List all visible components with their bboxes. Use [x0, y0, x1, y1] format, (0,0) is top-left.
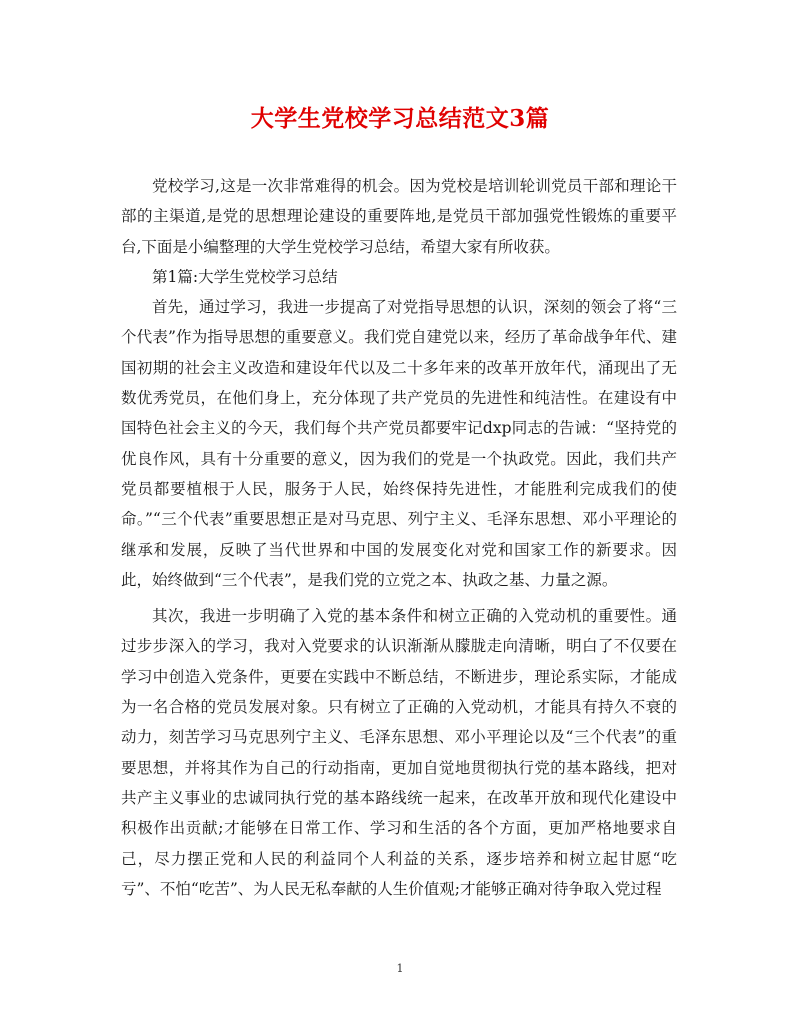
document-body	[121, 171, 677, 904]
document-title: 大学生党校学习总结范文3篇	[250, 105, 550, 132]
intro-paragraph: 党校学习,这是一次非常难得的机会。因为党校是培训轮训党员干部和理论干部的主渠道,是党的思想理论建设的重要阵地,是党员干部加强党性锻炼的重要平台,下面是小编整理的大学生党校学习总结，希望大家有所收获。	[121, 177, 677, 256]
body-paragraph-first: 首先，通过学习，我进一步提高了对党指导思想的认识，深刻的领会了将“三个代表”作为指导思想的重要意义。我们党自建党以来，经历了革命战争年代、建国初期的社会主义改造和建设年代以及二十多年来的改革开放年代，涌现出了无数优秀党员，在他们身上，充分体现了共产党员的先进性和纯洁性。在建设有中国特色社会主义的今天，我们每个共产党员都要牢记dxp同志的告诫：“坚持党的优良作风，具有十分重要的意义，因为我们的党是一个执政党。因此，我们共产党员都要植根于人民，服务于人民，始终保持先进性，才能胜利完成我们的使命。”“三个代表”重要思想正是对马克思、列宁主义、毛泽东思想、邓小平理论的继承和发展，反映了当代世界和中国的发展变化对党和国家工作的新要求。因此，始终做到“三个代表”，是我们党的立党之本、执政之基、力量之源。	[121, 298, 677, 589]
section-heading: 第1篇:大学生党校学习总结	[152, 267, 338, 286]
body-paragraph-second: 其次，我进一步明确了入党的基本条件和树立正确的入党动机的重要性。通过步步深入的学习，我对入党要求的认识渐渐从朦胧走向清晰，明白了不仅要在学习中创造入党条件，更要在实践中不断总结，不断进步，理论系实际，才能成为一名合格的党员发展对象。只有树立了正确的入党动机，才能具有持久不衰的动力，刻苦学习马克思列宁主义、毛泽东思想、邓小平理论以及“三个代表”的重要思想，并将其作为自己的行动指南，更加自觉地贯彻执行党的基本路线，把对共产主义事业的忠诚同执行党的基本路线统一起来，在改革开放和现代化建设中积极作出贡献;才能够在日常工作、学习和生活的各个方面，更加严格地要求自己，尽力摆正党和人民的利益同个人利益的关系，逐步培养和树立起甘愿“吃亏”、不怕“吃苦”、为人民无私奉献的人生价值观;才能够正确对待争取入党过程	[121, 607, 677, 898]
page-number: 1	[396, 962, 404, 975]
